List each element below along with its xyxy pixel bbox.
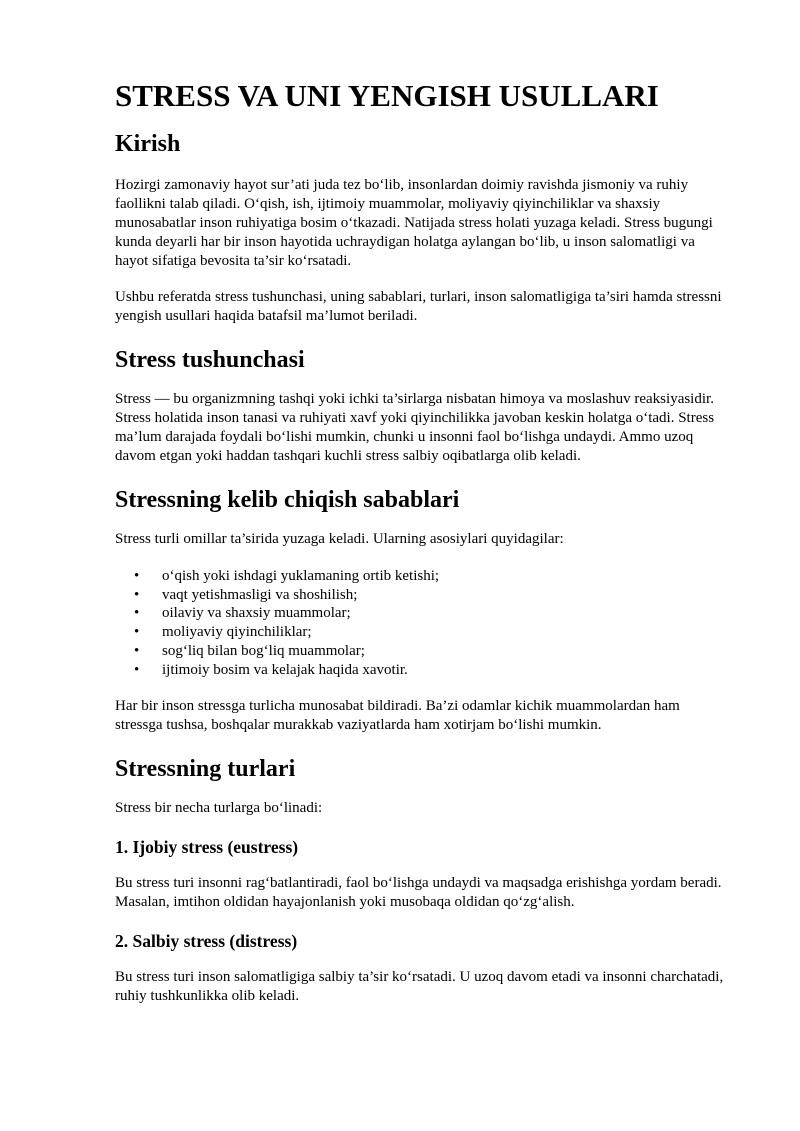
list-item: • oilaviy va shaxsiy muammolar; [115, 604, 730, 623]
list-item: • moliyaviy qiyinchiliklar; [115, 623, 730, 642]
section-heading-types: Stressning turlari [115, 756, 296, 783]
section-heading-concept: Stress tushunchasi [115, 347, 305, 373]
concept-paragraph: Stress — bu organizmning tashqi yoki ichki ta’sirlarga nisbatan himoya va moslashuv reaksiyasidir. Stress holatida inson tanasi va ruhiyati xavf yoki qiyinchilikka javoban keskin holatga o‘tadi. Stress ma’lum darajada foydali bo‘lishi mumkin, chunki u insonni faol bo‘lishga undaydi. Ammo uzoq davom etgan yoki haddan tashqari kuchli stress salbiy oqibatlarga olib keladi. [115, 391, 715, 464]
causes-outro: Har bir inson stressga turlicha munosabat bildiradi. Ba’zi odamlar kichik muammolardan ham stressga tushsa, boshqalar murakkab vaziyatlarda ham xotirjam bo‘lishi mumkin. [115, 698, 680, 734]
list-item: • ijtimoiy bosim va kelajak haqida xavotir. [115, 661, 730, 680]
section-heading-intro: Kirish [115, 131, 181, 157]
document-content [115, 78, 730, 1006]
list-item: • vaqt yetishmasligi va shoshilish; [115, 586, 730, 605]
section-heading-causes: Stressning kelib chiqish sabablari [115, 487, 460, 513]
subheading-eustress: 1. Ijobiy stress (eustress) [115, 837, 299, 858]
list-item: • sog‘liq bilan bog‘liq muammolar; [115, 642, 730, 661]
eustress-paragraph: Bu stress turi insonni rag‘batlantiradi, faol bo‘lishga undaydi va maqsadga erishishga yordam beradi. Masalan, imtihon oldidan hayajonlanish yoki musobaqa oldidan qo‘zg‘alish. [115, 875, 722, 911]
list-item: • o‘qish yoki ishdagi yuklamaning ortib ketishi; [115, 567, 730, 586]
document-title: STRESS VA UNI YENGISH USULLARI [115, 78, 659, 113]
causes-intro: Stress turli omillar ta’sirida yuzaga keladi. Ularning asosiylari quyidagilar: [115, 531, 564, 547]
subheading-distress: 2. Salbiy stress (distress) [115, 931, 298, 952]
intro-paragraph-1: Hozirgi zamonaviy hayot sur’ati juda tez bo‘lib, insonlardan doimiy ravishda jismoniy va ruhiy faollikni talab qiladi. O‘qish, ish, ijtimoiy muammolar, moliyaviy qiyinchiliklar va shaxsiy munosabatlar inson ruhiyatiga bosim o‘tkazadi. Natijada stress holati yuzaga keladi. Stress bugungi kunda deyarli har bir inson hayotida uchraydigan holatga aylangan bo‘lib, u inson salomatligi va hayot sifatiga bevosita ta’sir ko‘rsatadi. [115, 177, 713, 269]
types-intro: Stress bir necha turlarga bo‘linadi: [115, 800, 323, 817]
causes-list [115, 567, 730, 679]
distress-paragraph: Bu stress turi inson salomatligiga salbiy ta’sir ko‘rsatadi. U uzoq davom etadi va insonni charchatadi, ruhiy tushkunlikka olib keladi. [115, 969, 724, 1005]
intro-paragraph-2: Ushbu referatda stress tushunchasi, uning sabablari, turlari, inson salomatligiga ta’siri hamda stressni yengish usullari haqida batafsil ma’lumot beriladi. [115, 289, 722, 324]
